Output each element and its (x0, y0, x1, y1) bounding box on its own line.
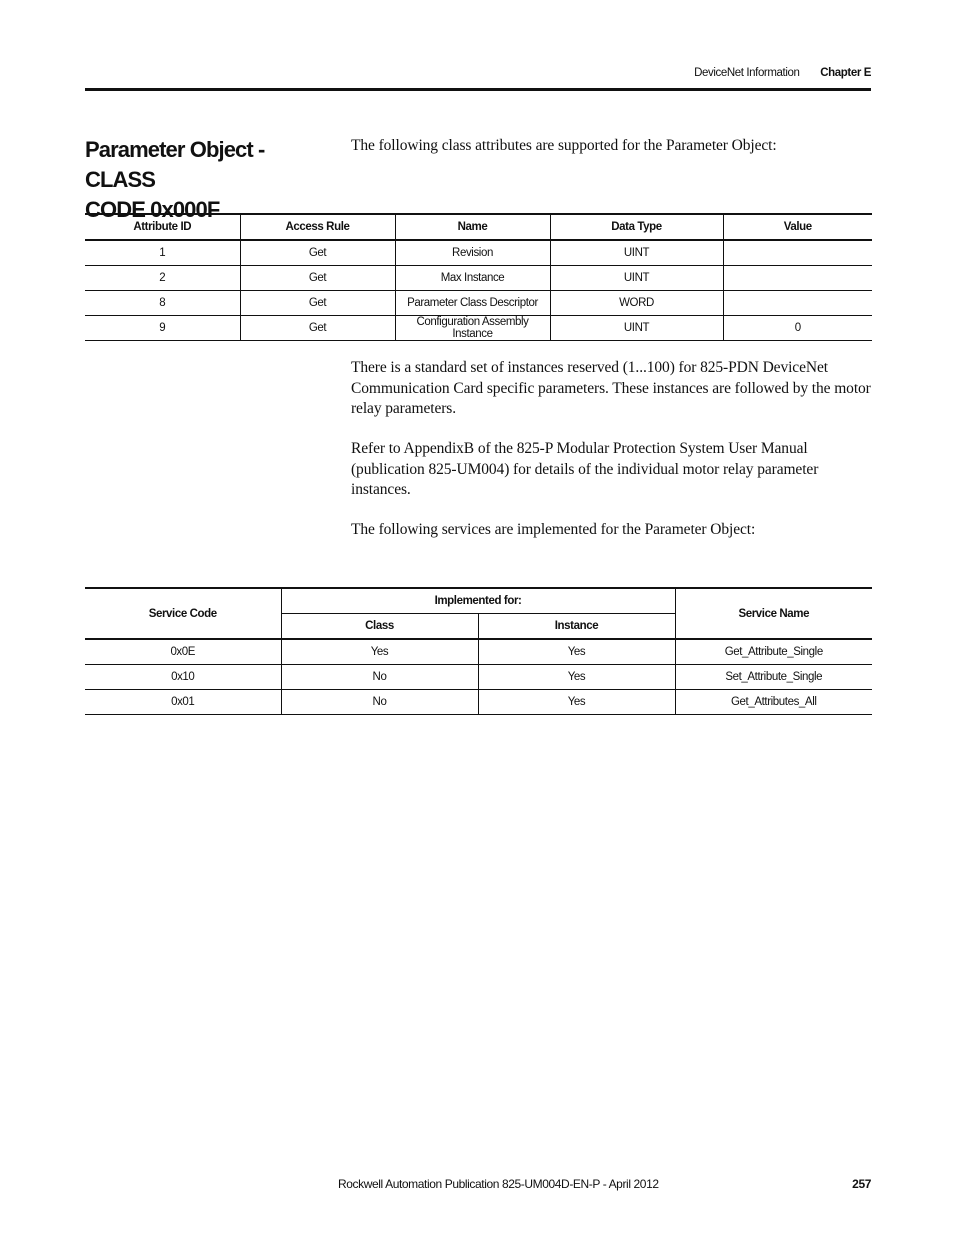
cell: Revision (395, 240, 550, 266)
reference-paragraph: Refer to AppendixB of the 825-P Modular Protection System User Manual (publication 825-UM004) for details of the individual motor relay parameter instances. (351, 440, 819, 498)
cell: Max Instance (395, 266, 550, 291)
col-header-service-name: Service Name (675, 588, 872, 639)
table-row (85, 316, 872, 341)
table-row (85, 291, 872, 316)
cell: Get (240, 266, 395, 291)
cell: 0x0E (170, 646, 196, 658)
table-header-row (85, 588, 872, 614)
cell (723, 240, 872, 266)
intro-paragraph: The following class attributes are supported for the Parameter Object: (351, 137, 777, 154)
class-attributes-table (85, 213, 872, 341)
cell: Yes (478, 639, 675, 665)
cell: No (281, 690, 478, 715)
cell (723, 291, 872, 316)
cell: Get_Attribute_Single (675, 639, 872, 665)
cell: 8 (85, 291, 240, 316)
publication-info: Rockwell Automation Publication 825-UM004D-EN-P - April 2012 (338, 1177, 659, 1191)
cell: No (281, 665, 478, 690)
page-title (85, 135, 325, 225)
cell: UINT (550, 240, 723, 266)
services-table (85, 587, 872, 715)
cell: 9 (85, 316, 240, 341)
cell (723, 266, 872, 291)
cell: Get_Attributes_All (675, 690, 872, 715)
page-title-line-2: CODE 0x000F (85, 197, 220, 222)
table-row (85, 266, 872, 291)
col-header-name: Name (395, 214, 550, 240)
table-row (85, 639, 872, 665)
table-row (85, 690, 872, 715)
cell: Yes (478, 690, 675, 715)
col-header-value: Value (723, 214, 872, 240)
cell: Yes (281, 639, 478, 665)
cell: Get (240, 316, 395, 341)
cell: 1 (159, 247, 166, 259)
table-header-row (85, 214, 872, 240)
header-rule (85, 88, 871, 91)
cell: Configuration Assembly Instance (395, 316, 550, 341)
services-intro-paragraph: The following services are implemented for the Parameter Object: (351, 521, 756, 538)
cell: 0 (723, 316, 872, 341)
cell: 2 (85, 266, 240, 291)
cell: UINT (550, 266, 723, 291)
col-header-data-type: Data Type (550, 214, 723, 240)
cell: Get (240, 240, 395, 266)
cell: WORD (550, 291, 723, 316)
section-title: DeviceNet Information (694, 67, 800, 79)
col-header-class: Class (281, 614, 478, 640)
cell: Get (240, 291, 395, 316)
col-header-access-rule: Access Rule (240, 214, 395, 240)
page-number: 257 (852, 1177, 871, 1191)
col-header-instance: Instance (478, 614, 675, 640)
table-row (85, 665, 872, 690)
col-header-service-code: Service Code (148, 607, 217, 620)
cell: UINT (550, 316, 723, 341)
instances-paragraph: There is a standard set of instances reserved (1...100) for 825-PDN DeviceNet Communication Card specific parameters. These instances are followed by the motor relay parameters. (351, 359, 871, 417)
cell: 0x10 (85, 665, 281, 690)
cell: Parameter Class Descriptor (395, 291, 550, 316)
running-header (694, 67, 871, 79)
cell: 0x01 (85, 690, 281, 715)
col-header-attribute-id: Attribute ID (85, 214, 240, 240)
col-header-implemented-for: Implemented for: (281, 588, 675, 614)
cell: Yes (478, 665, 675, 690)
page-title-line-1: Parameter Object - CLASS (85, 137, 265, 192)
chapter-label: Chapter E (820, 67, 871, 79)
cell: Set_Attribute_Single (675, 665, 872, 690)
table-row (85, 240, 872, 266)
